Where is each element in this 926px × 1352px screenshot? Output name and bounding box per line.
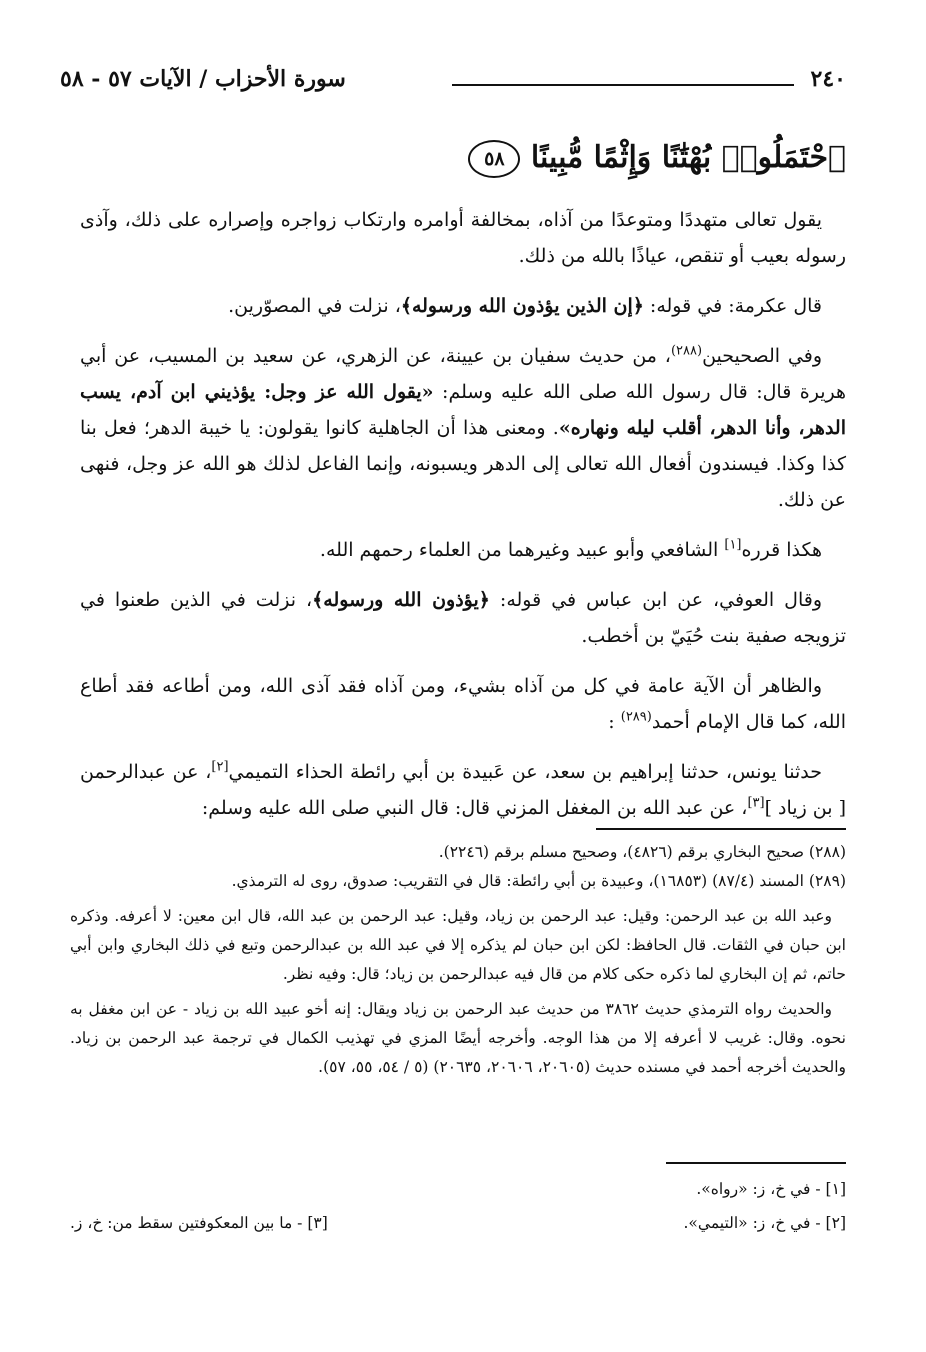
quran-quote: ﴿يؤذون الله ورسوله﴾ — [312, 589, 490, 611]
paragraph-text: حدثنا يونس، حدثنا إبراهيم بن سعد، عن عَبيدة بن أبي رائطة الحذاء التميمي — [228, 761, 822, 783]
paragraph-text: يقول تعالى متهددًا ومتوعدًا من آذاه، بمخالفة أوامره وارتكاب زواجره وإصراره على ذلك، وآذى رسوله بعيب أو تنقص، عياذًا بالله من ذلك. — [80, 209, 846, 267]
paragraph-text: ، عن عبد الله بن المغفل المزني قال: قال النبي صلى الله عليه وسلم: — [201, 797, 748, 819]
paragraph-text: والظاهر أن الآية عامة في كل من آذاه بشيء، ومن آذاه فقد آذى الله، ومن أطاعه فقد أطاع الله، كما قال الإمام أحمد — [80, 675, 846, 733]
footnote-ref-288: (٢٨٨) — [670, 343, 703, 359]
editor-notes-rule — [666, 1162, 846, 1164]
footnote-ref-289: (٢٨٩) — [620, 709, 652, 725]
footnotes — [70, 838, 846, 1082]
paragraph-text: ، نزلت في الذين طعنوا في تزويجه صفية بنت حُيَيّ بن أخطب. — [80, 589, 846, 647]
note-ref-2: [٢] — [211, 759, 229, 775]
footnote-288: (٢٨٨) صحيح البخاري برقم (٤٨٢٦)، وصحيح مسلم برقم (٢٢٤٦). — [438, 843, 846, 861]
paragraph-7 — [80, 754, 846, 826]
verse-text: ٱحْتَمَلُوا۟ بُهْتَٰنًا وَإِثْمًا مُّبِينًا — [530, 140, 846, 175]
footnote-289-cont: والحديث رواه الترمذي حديث ٣٨٦٢ من حديث عبد الرحمن بن زياد ويقال: إنه أخو عبيد الله بن زياد - عن ابن مغفل به نحوه. وقال: غريب لا أعرفه إلا من هذا الوجه. وأخرجه أيضًا المزي في تهذيب الكمال في ترجمة عبد الرحمن بن زياد. والحديث أخرجه أحمد في مسنده حديث (٢٠٦٠٥، ٢٠٦٠٦، ٢٠٦٣٥) (٥ / ٥٤، ٥٥، ٥٧). — [70, 1000, 846, 1076]
running-title: سورة الأحزاب / الآيات ٥٧ - ٥٨ — [60, 66, 346, 92]
paragraph-4 — [80, 532, 846, 568]
paragraph-1 — [80, 202, 846, 274]
paragraph-text: وقال العوفي، عن ابن عباس في قوله: — [489, 589, 823, 611]
quran-quote: ﴿إن الذين يؤذون الله ورسوله﴾ — [400, 295, 644, 317]
paragraph-3 — [80, 338, 846, 518]
ayah-number-marker: ٥٨ — [468, 140, 520, 178]
paragraph-text: ، عن عبدالرحمن [ بن زياد ] — [80, 761, 846, 819]
footnote-rule — [596, 828, 846, 830]
footnote-289-cont: وعبد الله بن عبد الرحمن: وقيل: عبد الرحمن بن زياد، وقيل: عبد الرحمن بن عبد الله، قال ابن معين: لا أعرفه. وذكره ابن حبان في الثقات. قال الحافظ: لكن ابن حبان لم يذكره إلا في عبد الله بن عبدالرحمن وتبع في ذلك البخاري وابن أبي حاتم، ثم إن البخاري لما ذكره حكى كلام من قال فيه عبدالرحمن بن زياد؛ قال: وفيه نظر. — [70, 907, 846, 983]
note-row — [70, 1206, 846, 1240]
note-ref-1: [١] — [724, 537, 742, 553]
note-row — [70, 1172, 846, 1206]
paragraph-text: ، نزلت في المصوّرين. — [228, 295, 401, 317]
header-rule — [452, 84, 794, 86]
paragraph-text: ، من حديث سفيان بن عيينة، عن الزهري، عن سعيد بن المسيب، عن أبي هريرة قال: قال رسول الله صلى الله عليه وسلم: — [80, 345, 846, 403]
editor-note-3: [٣] - ما بين المعكوفتين سقط من: خ، ز. — [70, 1214, 328, 1232]
paragraph-text: . ومعنى هذا أن الجاهلية كانوا يقولون: يا خيبة الدهر؛ فعل بنا كذا وكذا. فيسندون أفعال الله تعالى إلى الدهر ويسبونه، وإنما الفاعل لذلك هو الله عز وجل، فنهى عن ذلك. — [80, 417, 846, 511]
footnote-289: (٢٨٩) المسند (٨٧/٤) (١٦٨٥٣)، وعبيدة بن أبي رائطة: قال في التقريب: صدوق، روى له الترمذي. — [231, 872, 846, 890]
hadith-quote: «يقول الله عز وجل: يؤذيني ابن آدم، يسب الدهر، وأنا الدهر، أقلب ليله ونهاره» — [80, 381, 846, 439]
paragraph-text: هكذا قرره — [741, 539, 822, 561]
note-ref-3: [٣] — [747, 795, 765, 811]
main-text — [80, 132, 846, 840]
paragraph-text: وفي الصحيحين — [702, 345, 823, 367]
paragraph-text: الشافعي وأبو عبيد وغيرهما من العلماء رحمهم الله. — [319, 539, 725, 561]
paragraph-6 — [80, 668, 846, 740]
editor-note-1: [١] - في خ، ز: «رواه». — [696, 1180, 846, 1198]
paragraph-text: : — [608, 711, 621, 733]
page-number: ٢٤٠ — [810, 66, 846, 92]
editor-notes — [70, 1172, 846, 1240]
page-header — [60, 66, 846, 100]
paragraph-text: قال عكرمة: في قوله: — [643, 295, 822, 317]
paragraph-5 — [80, 582, 846, 654]
editor-note-2: [٢] - في خ، ز: «التيمي». — [683, 1214, 846, 1232]
paragraph-2 — [80, 288, 846, 324]
quran-verse — [80, 132, 846, 184]
